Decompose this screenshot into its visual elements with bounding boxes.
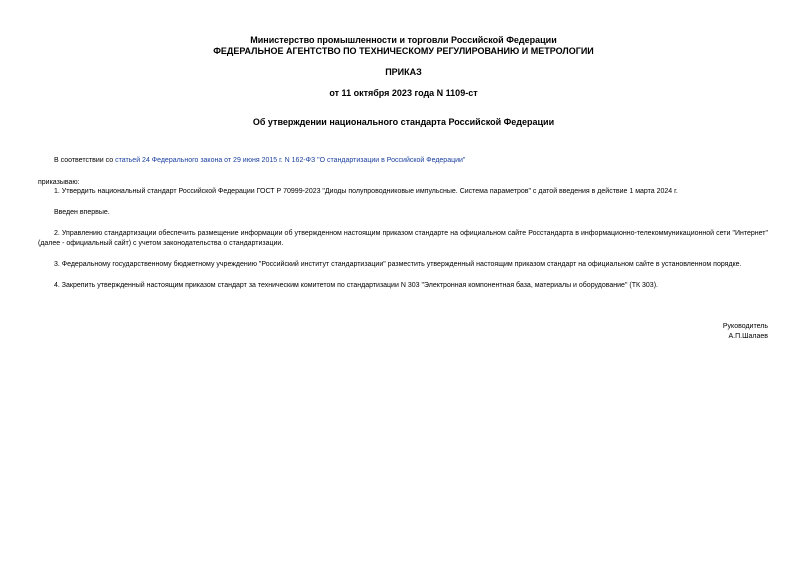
agency-heading: ФЕДЕРАЛЬНОЕ АГЕНТСТВО ПО ТЕХНИЧЕСКОМУ РЕГУЛИРОВАНИЮ И МЕТРОЛОГИИ xyxy=(213,46,594,56)
item-3-paragraph: 3. Федеральному государственному бюджетному учреждению "Российский институт стандартизации" разместить утвержденный настоящим приказом стандарт на официальном сайте в установленном порядке. xyxy=(54,261,742,268)
doc-type-heading: ПРИКАЗ xyxy=(385,67,422,77)
order-word: приказываю: xyxy=(38,179,80,186)
federal-law-link[interactable]: статьей 24 Федерального закона от 29 июня 2015 г. N 162-ФЗ "О стандартизации в Российской Федерации" xyxy=(115,157,466,164)
preamble-paragraph xyxy=(38,156,768,166)
item-4-paragraph: 4. Закрепить утвержденный настоящим приказом стандарт за техническим комитетом по стандартизации N 303 "Электронная компонентная база, материалы и оборудование" (ТК 303). xyxy=(54,282,658,289)
signature-name: А.П.Шалаев xyxy=(728,333,768,340)
introduced-note: Введен впервые. xyxy=(54,209,110,216)
doc-title: Об утверждении национального стандарта Российской Федерации xyxy=(252,117,555,127)
item-2-paragraph: 2. Управлению стандартизации обеспечить размещение информации об утвержденном настоящим приказом стандарте на официальном сайте Росстандарта в информационно-телекоммуникационной сети "Интернет" (далее - официальный сайт) с учетом законодательства о стандартизации. xyxy=(38,230,768,247)
doc-date-number: от 11 октября 2023 года N 1109-ст xyxy=(329,88,478,98)
item-1-paragraph: 1. Утвердить национальный стандарт Российской Федерации ГОСТ Р 70999-2023 "Диоды полупроводниковые импульсные. Система параметров" с датой введения в действие 1 марта 2024 г. xyxy=(54,188,678,195)
ministry-heading: Министерство промышленности и торговли Российской Федерации xyxy=(250,35,557,45)
signature-position: Руководитель xyxy=(722,323,768,330)
preamble-prefix: В соответствии со xyxy=(54,157,116,164)
